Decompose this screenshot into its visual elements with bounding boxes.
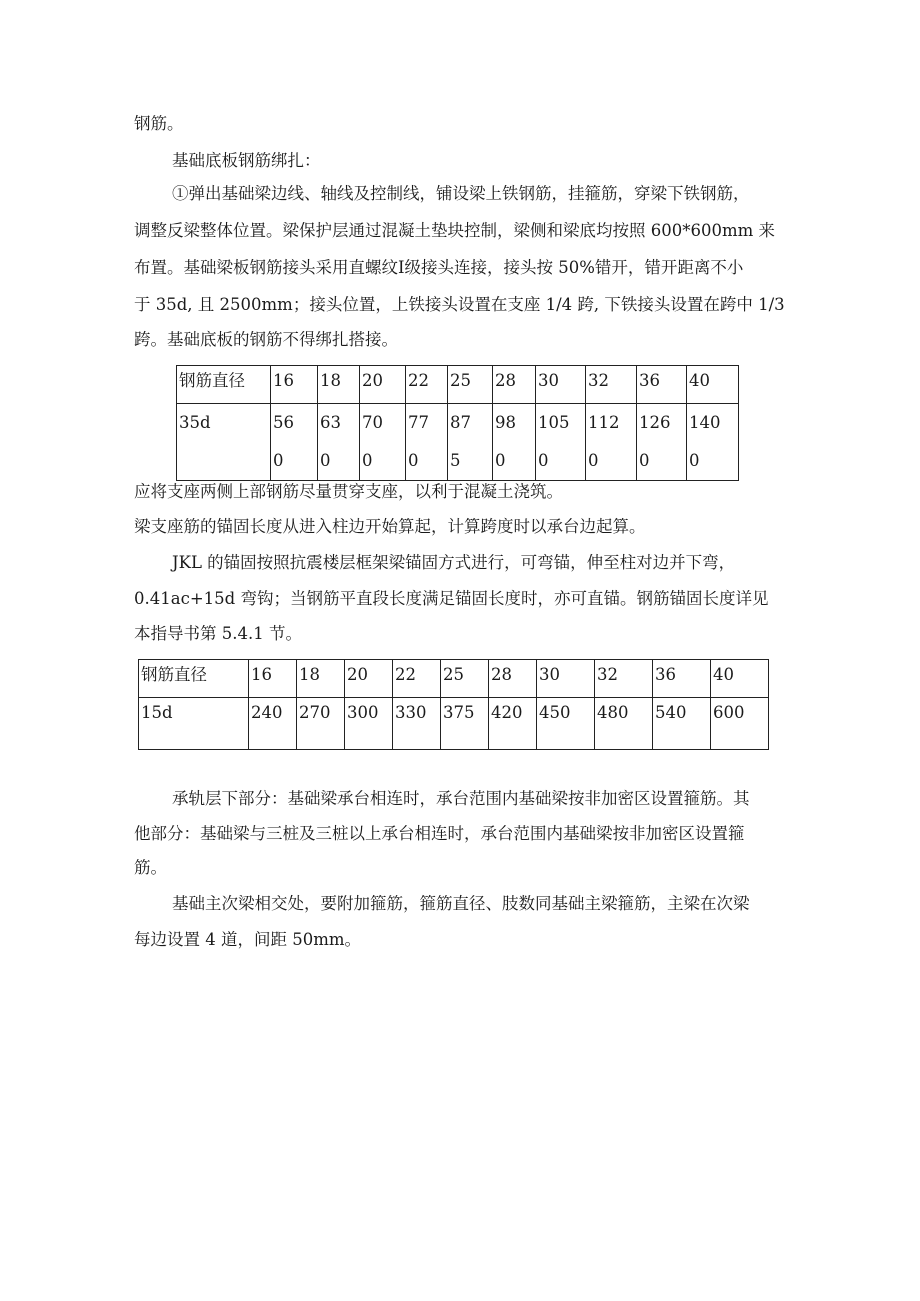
table-cell: 18: [318, 366, 360, 404]
anchorage-table-15d: [138, 659, 769, 750]
table-cell: 330: [393, 698, 441, 750]
table-cell: 300: [345, 698, 393, 750]
table-cell: 63 0: [318, 404, 360, 481]
paragraph-line: 0.41ac+15d 弯钩；当钢筋平直段长度满足锚固长度时，亦可直锚。钢筋锚固长度详见: [134, 589, 769, 608]
paragraph-line: 布置。基础梁板钢筋接头采用直螺纹Ⅰ级接头连接，接头按 50%错开，错开距离不小: [134, 258, 744, 277]
paragraph-line: 承轨层下部分：基础梁承台相连时，承台范围内基础梁按非加密区设置箍筋。其: [172, 789, 750, 808]
table-cell: 270: [297, 698, 345, 750]
paragraph-line: ①弹出基础梁边线、轴线及控制线，铺设梁上铁钢筋，挂箍筋，穿梁下铁钢筋，: [172, 184, 750, 203]
table-cell: 600: [711, 698, 769, 750]
section-heading: 基础底板钢筋绑扎：: [172, 151, 321, 170]
table-cell: 70 0: [360, 404, 406, 481]
paragraph-line: 于 35d, 且 2500mm；接头位置，上铁接头设置在支座 1/4 跨, 下铁接头设置在跨中 1/3: [134, 295, 785, 314]
table-cell: 105 0: [536, 404, 586, 481]
table-cell: 480: [595, 698, 653, 750]
table-cell: 40: [711, 660, 769, 698]
table-cell: 30: [537, 660, 595, 698]
table-cell: 30: [536, 366, 586, 404]
table-cell: 40: [687, 366, 739, 404]
table-cell: 25: [448, 366, 493, 404]
paragraph-line: 跨。基础底板的钢筋不得绑扎搭接。: [134, 330, 398, 349]
table-cell: 36: [637, 366, 687, 404]
table-header-row: [177, 366, 739, 404]
table-cell: 18: [297, 660, 345, 698]
table-cell: 钢筋直径: [177, 366, 271, 404]
table-cell: 20: [345, 660, 393, 698]
table-cell: 87 5: [448, 404, 493, 481]
table-row: [177, 404, 739, 481]
table-cell: 240: [249, 698, 297, 750]
table-cell: 28: [489, 660, 537, 698]
paragraph-line: 基础主次梁相交处，要附加箍筋，箍筋直径、肢数同基础主梁箍筋，主梁在次梁: [172, 894, 750, 913]
paragraph-line: 调整反梁整体位置。梁保护层通过混凝土垫块控制，梁侧和梁底均按照 600*600mm 来: [134, 221, 776, 240]
table-row: [139, 698, 769, 750]
table-cell: 112 0: [586, 404, 637, 481]
table-cell: 15d: [139, 698, 249, 750]
table-cell: 28: [493, 366, 536, 404]
table-cell: 77 0: [406, 404, 448, 481]
table-cell: 20: [360, 366, 406, 404]
paragraph-line: 本指导书第 5.4.1 节。: [134, 624, 302, 643]
table-cell: 540: [653, 698, 711, 750]
table-cell: 32: [586, 366, 637, 404]
paragraph-line: 钢筋。: [134, 114, 184, 133]
table-cell: 35d: [177, 404, 271, 481]
paragraph-line: 应将支座两侧上部钢筋尽量贯穿支座，以利于混凝土浇筑。: [134, 482, 563, 501]
paragraph-line: 他部分：基础梁与三桩及三桩以上承台相连时，承台范围内基础梁按非加密区设置箍: [134, 824, 745, 843]
table-cell: 375: [441, 698, 489, 750]
paragraph-line: 筋。: [134, 858, 167, 877]
table-header-row: [139, 660, 769, 698]
anchorage-table-35d: [176, 365, 739, 481]
table-cell: 140 0: [687, 404, 739, 481]
paragraph-line: 每边设置 4 道，间距 50mm。: [134, 930, 362, 949]
table-cell: 22: [406, 366, 448, 404]
table-cell: 56 0: [271, 404, 318, 481]
table-cell: 450: [537, 698, 595, 750]
table-cell: 98 0: [493, 404, 536, 481]
table-cell: 钢筋直径: [139, 660, 249, 698]
table-cell: 22: [393, 660, 441, 698]
table-cell: 32: [595, 660, 653, 698]
table-cell: 16: [271, 366, 318, 404]
table-cell: 25: [441, 660, 489, 698]
table-cell: 126 0: [637, 404, 687, 481]
paragraph-line: JKL 的锚固按照抗震楼层框架梁锚固方式进行，可弯锚，伸至柱对边并下弯，: [172, 553, 736, 572]
table-cell: 36: [653, 660, 711, 698]
table-cell: 420: [489, 698, 537, 750]
table-cell: 16: [249, 660, 297, 698]
paragraph-line: 梁支座筋的锚固长度从进入柱边开始算起，计算跨度时以承台边起算。: [134, 517, 646, 536]
